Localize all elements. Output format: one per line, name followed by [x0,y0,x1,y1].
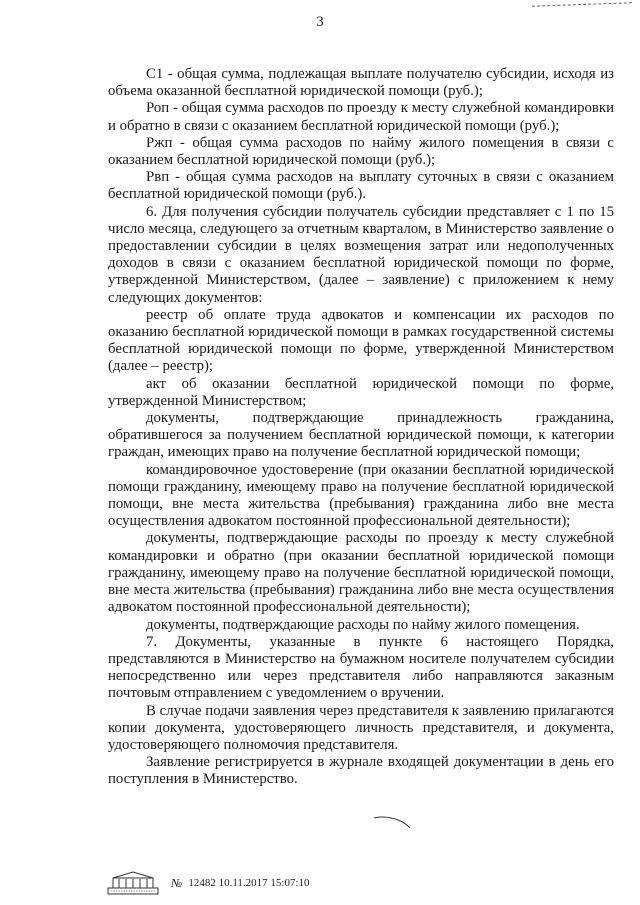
registration-stamp: 12482 10.11.2017 15:07:10 [188,877,310,889]
paragraph-housing-expenses: документы, подтверждающие расходы по найму жилого помещения. [146,616,580,633]
paragraph-rzhp: Ржп - общая сумма расходов по найму жилого помещения в связи с оказанием бесплатной юридической помощи (руб.); [108,134,614,169]
paragraph-c1: С1 - общая сумма, подлежащая выплате получателю субсидии, исходя из объема оказанной бесплатной юридической помощи (руб.); [108,66,614,100]
scan-edge-mark [532,2,632,9]
registration-footer [107,870,310,896]
paragraph-registration: Заявление регистрируется в журнале входящей документации в день его поступления в Министерство. [108,754,614,788]
building-seal-icon [107,870,159,896]
pen-mark [372,812,412,832]
number-sign: № [171,875,183,890]
paragraph-travel-expenses: документы, подтверждающие расходы по проезду к месту служебной командировки и обратно (при оказании бесплатной юридической помощи гражданину, имеющему право на получение бесплатной юридической помощи, вне места жительства (пребывания) гражданина либо вне места осуществления адвокатом постоянной профессиональной деятельности); [108,530,614,616]
paragraph-registry: реестр об оплате труда адвокатов и компенсации их расходов по оказанию бесплатной юридической помощи в рамках государственной системы бесплатной юридической помощи по форме, утвержденной Министерством (далее – реестр); [108,306,614,375]
document-body [108,66,614,789]
paragraph-rvp: Рвп - общая сумма расходов на выплату суточных в связи с оказанием бесплатной юридической помощи (руб.). [108,169,614,203]
paragraph-representative: В случае подачи заявления через представителя к заявлению прилагаются копии документа, удостоверяющего личность представителя, и документа, удостоверяющего полномочия представителя. [108,702,614,753]
page-number: 3 [316,14,324,30]
paragraph-item-6: 6. Для получения субсидии получатель субсидии представляет с 1 по 15 число месяца, следующего за отчетным кварталом, в Министерство заявление о предоставлении субсидии в целях возмещения затрат или недополученных доходов в связи с оказанием бесплатной юридической помощи по форме, утвержденной Министерством, (далее – заявление) с приложением к нему следующих документов: [108,203,614,306]
paragraph-travel-certificate: командировочное удостоверение (при оказании бесплатной юридической помощи гражданину, имеющему право на получение бесплатной юридической помощи, вне места жительства (пребывания) гражданина либо вне места осуществления адвокатом постоянной профессиональной деятельности); [108,461,614,530]
paragraph-affiliation-docs: документы, подтверждающие принадлежность гражданина, обратившегося за получением бесплатной юридической помощи, к категории граждан, имеющих право на получение бесплатной юридической помощи; [108,410,614,461]
paragraph-rop: Роп - общая сумма расходов по проезду к месту служебной командировки и обратно в связи с оказанием бесплатной юридической помощи (руб.); [108,100,614,134]
paragraph-act: акт об оказании бесплатной юридической помощи по форме, утвержденной Министерством; [108,375,614,409]
paragraph-item-7: 7. Документы, указанные в пункте 6 настоящего Порядка, представляются в Министерство на бумажном носителе получателем субсидии непосредственно или через представителя либо направляются заказным почтовым отправлением с уведомлением о вручении. [108,633,614,702]
